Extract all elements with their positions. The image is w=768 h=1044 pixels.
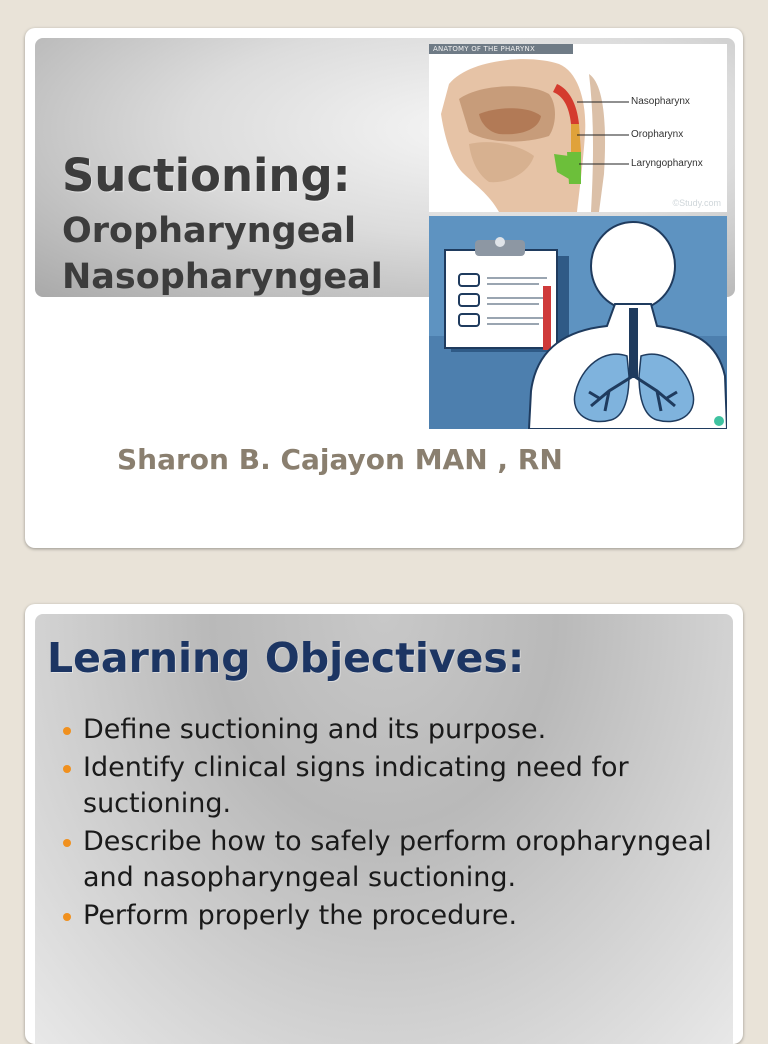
objective-item (73, 824, 713, 896)
objectives-slide (25, 604, 743, 1044)
title-slide (25, 28, 743, 548)
slide-subtitle-line2: Nasopharyngeal (62, 257, 383, 297)
slide-subtitle-line1: Oropharyngeal (62, 211, 357, 251)
anatomy-heading: ANATOMY OF THE PHARYNX (429, 44, 573, 54)
objective-text: Define suctioning and its purpose. (83, 714, 547, 745)
bullet-icon (63, 765, 71, 773)
bullet-icon (63, 913, 71, 921)
label-laryngopharynx: Laryngopharynx (631, 158, 703, 169)
pharynx-anatomy-image (429, 44, 727, 212)
objective-text: Identify clinical signs indicating need for suctioning. (83, 752, 629, 819)
objective-item (73, 712, 713, 748)
objectives-list (73, 712, 713, 936)
objectives-title: Learning Objectives: (47, 634, 525, 682)
bullet-icon (63, 727, 71, 735)
objective-item (73, 750, 713, 822)
watermark: ©Study.com (672, 198, 721, 208)
bullet-icon (63, 839, 71, 847)
objective-text: Perform properly the procedure. (83, 900, 518, 931)
author-name: Sharon B. Cajayon MAN , RN (117, 443, 563, 476)
lungs-illustration (429, 216, 727, 429)
label-nasopharynx: Nasopharynx (631, 96, 690, 107)
label-oropharynx: Oropharynx (631, 129, 684, 140)
objective-item (73, 898, 713, 934)
slide-title: Suctioning: (62, 149, 351, 202)
clipboard-lungs-graphic (429, 216, 727, 429)
pharynx-illustration (429, 44, 727, 212)
objective-text: Describe how to safely perform oropharyngeal and nasopharyngeal suctioning. (83, 826, 712, 893)
